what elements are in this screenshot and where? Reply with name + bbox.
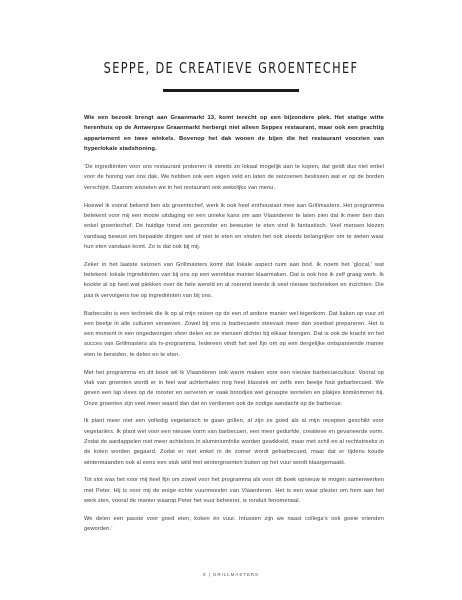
body-paragraph: Barbecuën is een techniek die ik op al mijn reizen op de een of andere manier wel tegenkom. Dat kaken op vuur zit een beetje in alle culturen verweven. Zowel bij ons is barbecueën steevast meer dan voedsel prepareren. Het is een moment in een ongedwongen sfeer delen en ze mensen dichter bij elkaar brengen. Dat is ook de kracht en het succes van Grillmasters als tv-programma. Iedereen vindt het wel fijn om op een dergelijke ontspannende manier eten te bereiden, te delen en te eten.	[84, 310, 384, 358]
body-paragraph: We delen een passie voor goed eten, koken én vuur. Intussen zijn we naast collega’s ook goeie vrienden geworden.’	[84, 515, 384, 533]
body-paragraph: Ik plant meer niet een volledig vegetarisch te gaan grillen, al zijn ze goed als al mijn recepten geschikt voor vegetariërs. Ik plant wel voor een nieuwe vorm van barbecuen, een meer gedurfde, creatieve en gevarieerde vorm. Zodat de aardappelen niet meer achteloos in aluminiumfolie worden gewikkeld, maar met schil en al rechtstreeks in de kolen worden gegaard. Zodat er niet enkel in de zomer wordt gebarbecued, maar dat er tijdens koude wintermaanden ook al eens een stuk wild met wintergroenten buiten op het vuur wordt klaargemaakt.	[84, 418, 384, 466]
body-paragraph: Hoewel ik vooral bekend ben als groentechef, werk ik ook heel enthousiast mee aan Grillmasters. Het programma betekent voor mij een mooie uitdaging en een unieke kans om aan Vlaanderen te laten zien dat ik meer ben dan enkel groentechef. De huidige trend om gezonder en bewuster te eten vind ik fantastisch. Veel mensen kiezen vandaag bewust om bepaalde dingen wel of niet te eten en vinden het ook steeds belangrijker om te weten waar hun eten vandaan komt. Zo is dat ook bij mij.	[84, 202, 384, 250]
intro-paragraph: Wie een bezoek brengt aan Graanmarkt 13, komt terecht op een bijzondere plek. Het statige witte herenhuis op de Antwerpse Graanmarkt herbergt niet alleen Seppes restaurant, maar ook een prachtig appartement en twee winkels. Bovenop het dak wonen de bijen die het restaurant voorzien van hyperlokale stadshoning.	[84, 115, 384, 152]
body-paragraph: Zeker in het laatste seizoen van Grillmasters komt dat lokale aspect ruim aan bod. Ik noem het ‘glocal,’ wat betekent: lokale ingrediënten van bij ons op een wereldse manier klaarmaken. Dat is ook hoe ik zelf graag werk. Ik kookte al op heel wat plekken over de hele wereld en al roerend leerde ik veel nieuwe technieken en inzichten. Die pas ik vervolgens toe op ingrediënten van bij ons.	[84, 261, 384, 299]
article-body	[84, 113, 384, 542]
page-footer: 8 | GRILLMASTERS	[203, 572, 259, 577]
body-paragraph: Tot slot was het voor mij heel fijn om zowel voor het programma als voor dit boek opnieuw te mogen samenwerken met Peter. Hij is voor mij de enige echte vuurmeester van Vlaanderen. Het is een waar plezier om hem aan het werk zien, vooral de manier waarop Peter het vuur beheerst, is ronduit fenomenaal.	[84, 477, 384, 505]
body-paragraph: ‘De ingrediënten voor ons restaurant proberen ik steeds zo lokaal mogelijk aan te kopen, dat geldt dus niet enkel voor de honing van ons dak. We hebben ook een eigen veld en laten de seizoenen beslissen wat er op de borden verschijnt. Daarom wisselen we in het restaurant ook wekelijks van menu.	[84, 164, 384, 191]
title-divider	[163, 89, 299, 92]
body-paragraph: Met het programma en dit boek wil ik Vlaanderen ook warm maken voor een nieuwe barbecuecultuur. Vooral op vlak van groenten wordt er in feel wat achterhalen nog heel klassiek en zelfs een beetje fout gebarbecued. We geven een lap vlees op de rooster en serveren er vaak broodjes wel geraspte wortelen en plakjes komkommer bij. Onze groenten zijn veel meer waard dan dat en verdienen ook de nodige aandacht op de barbecue.	[84, 369, 384, 407]
page-title: SEPPE, DE CREATIEVE GROENTECHEF	[103, 59, 359, 77]
